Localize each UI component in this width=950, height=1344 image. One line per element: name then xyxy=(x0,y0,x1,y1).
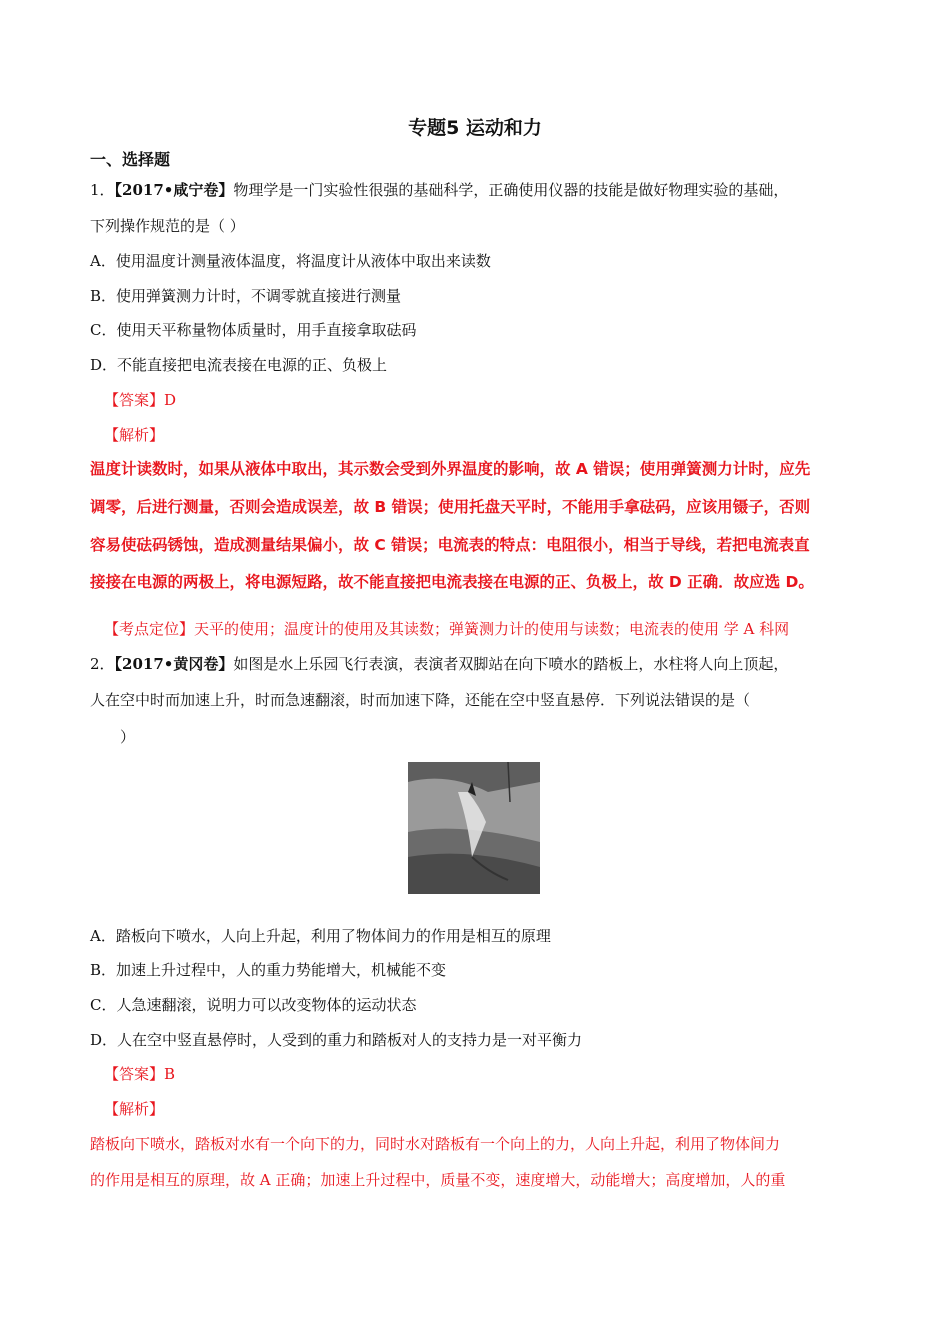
q2-option-b: B．加速上升过程中，人的重力势能增大，机械能不变 xyxy=(90,961,447,979)
q1-answer-value: D xyxy=(164,391,177,409)
section-heading: 一、选择题 xyxy=(90,150,171,169)
q2-stem-line3: ） xyxy=(120,728,136,746)
q2-answer-value: B xyxy=(164,1065,176,1083)
q1-stem-line2: 下列操作规范的是（ ） xyxy=(90,217,245,235)
q1-kaodian-text: 天平的使用；温度计的使用及其读数；弹簧测力计的使用与读数；电流表的使用 学 A 科网 xyxy=(194,620,790,638)
page-title: 专题5 运动和力 xyxy=(408,117,542,139)
q2-stem-line1 xyxy=(90,654,870,674)
q2-number: 2． xyxy=(90,655,115,673)
q2-answer-label: 【答案】 xyxy=(104,1065,165,1083)
q1-analysis-label: 【解析】 xyxy=(104,426,165,444)
q2-analysis-line1: 踏板向下喷水，踏板对水有一个向下的力，同时水对踏板有一个向上的力，人向上升起，利用了物体间力 xyxy=(90,1135,781,1153)
q1-analysis-line4: 接接在电源的两极上，将电源短路，故不能直接把电流表接在电源的正、负极上，故 D 正确．故应选 D。 xyxy=(90,573,814,591)
q1-analysis-line2: 调零，后进行测量，否则会造成误差，故 B 错误；使用托盘天平时，不能用手拿砝码，应该用镊子，否则 xyxy=(90,498,811,516)
q1-option-a: A．使用温度计测量液体温度，将温度计从液体中取出来读数 xyxy=(90,252,491,270)
q2-option-a: A．踏板向下喷水，人向上升起，利用了物体间力的作用是相互的原理 xyxy=(90,927,551,945)
q2-stem-line2: 人在空中时而加速上升，时而急速翻滚，时而加速下降，还能在空中竖直悬停．下列说法错误的是（ xyxy=(90,691,751,709)
q1-kaodian xyxy=(104,619,884,639)
q2-option-c: C．人急速翻滚，说明力可以改变物体的运动状态 xyxy=(90,996,417,1014)
q1-kaodian-label: 【考点定位】 xyxy=(104,620,195,638)
q2-source: 【2017•黄冈卷】 xyxy=(114,655,234,673)
flyboard-photo xyxy=(408,762,540,894)
q1-analysis-line1: 温度计读数时，如果从液体中取出，其示数会受到外界温度的影响，故 A 错误；使用弹簧测力计时，应先 xyxy=(90,460,811,478)
q1-source: 【2017•咸宁卷】 xyxy=(114,181,234,199)
q2-analysis-line2: 的作用是相互的原理，故 A 正确；加速上升过程中，质量不变，速度增大，动能增大；高度增加，人的重 xyxy=(90,1171,786,1189)
q1-analysis-line3: 容易使砝码锈蚀，造成测量结果偏小，故 C 错误；电流表的特点：电阻很小，相当于导线，若把电流表直 xyxy=(90,536,810,554)
q1-stem-line1 xyxy=(90,180,870,200)
q1-answer-label: 【答案】 xyxy=(104,391,165,409)
q1-option-b: B．使用弹簧测力计时，不调零就直接进行测量 xyxy=(90,287,402,305)
q2-analysis-label: 【解析】 xyxy=(104,1100,165,1118)
q1-stem-text: 物理学是一门实验性很强的基础科学，正确使用仪器的技能是做好物理实验的基础， xyxy=(233,181,789,199)
q1-option-d: D．不能直接把电流表接在电源的正、负极上 xyxy=(90,356,388,374)
q2-stem-text: 如图是水上乐园飞行表演，表演者双脚站在向下喷水的踏板上，水柱将人向上顶起， xyxy=(233,655,789,673)
q1-answer xyxy=(90,390,870,410)
q1-number: 1． xyxy=(90,181,115,199)
q2-option-d: D．人在空中竖直悬停时，人受到的重力和踏板对人的支持力是一对平衡力 xyxy=(90,1031,583,1049)
q1-option-c: C．使用天平称量物体质量时，用手直接拿取砝码 xyxy=(90,321,417,339)
flyboard-illustration xyxy=(408,762,540,894)
q2-answer xyxy=(104,1064,884,1084)
